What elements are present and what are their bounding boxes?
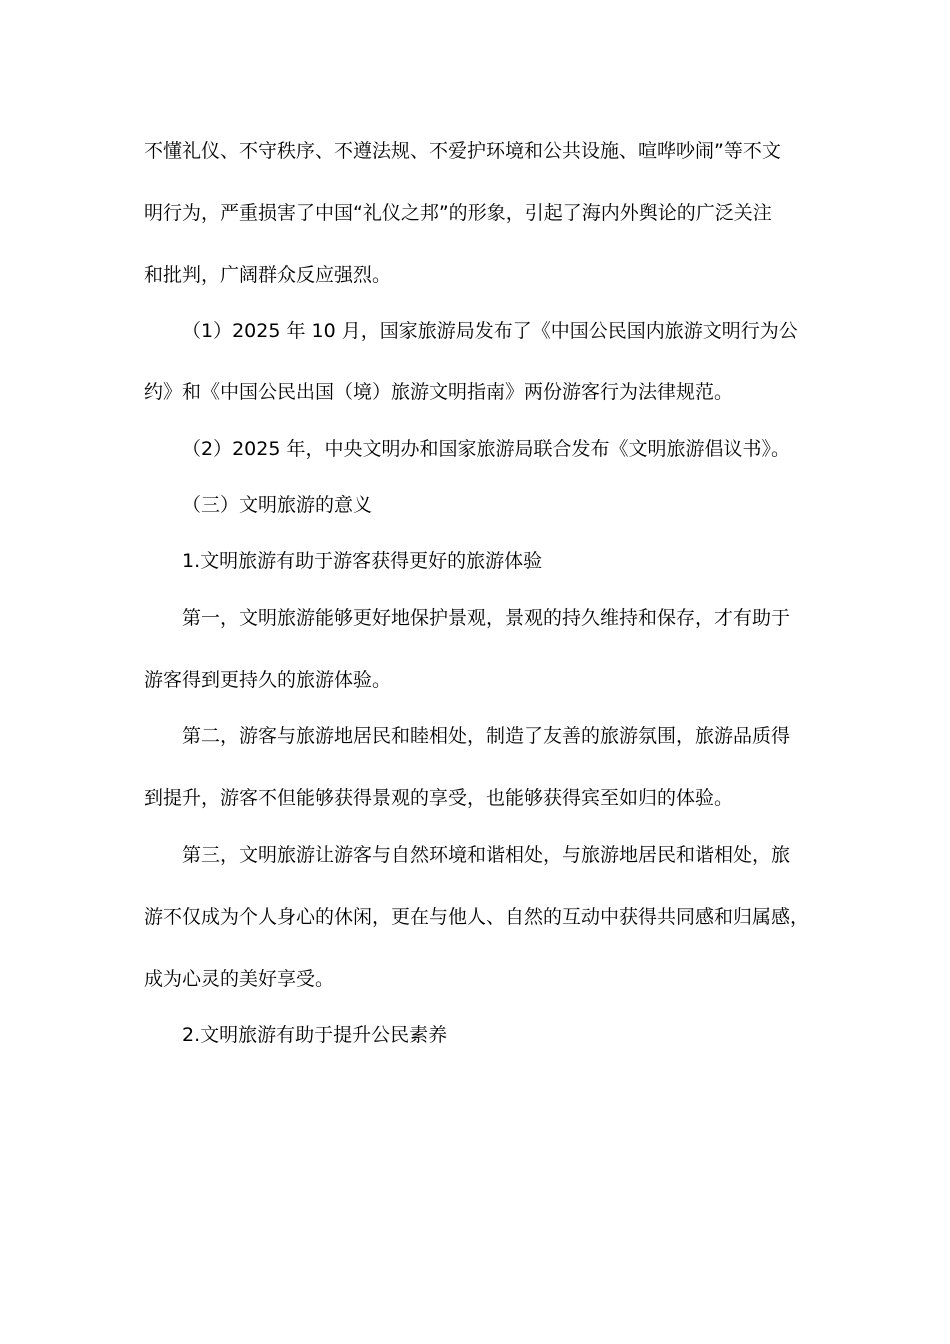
paragraph-line: 成为心灵的美好享受。: [144, 968, 335, 990]
paragraph-line: 不懂礼仪、不守秩序、不遵法规、不爱护环境和公共设施、喧哗吵闹”等不文: [144, 140, 781, 162]
subsection-heading: 1.文明旅游有助于游客获得更好的旅游体验: [182, 550, 543, 572]
paragraph-line: 第三，文明旅游让游客与自然环境和谐相处，与旅游地居民和谐相处，旅: [182, 844, 791, 866]
paragraph-line: 第一，文明旅游能够更好地保护景观，景观的持久维持和保存，才有助于: [182, 607, 791, 629]
paragraph-line: 游不仅成为个人身心的休闲，更在与他人、自然的互动中获得共同感和归属感，: [144, 906, 810, 928]
paragraph-line: 游客得到更持久的旅游体验。: [144, 669, 392, 691]
paragraph-line: （2）2025 年，中央文明办和国家旅游局联合发布《文明旅游倡议书》。: [182, 438, 790, 460]
paragraph-line: （1）2025 年 10 月，国家旅游局发布了《中国公民国内旅游文明行为公: [182, 320, 798, 342]
paragraph-line: 约》和《中国公民出国（境）旅游文明指南》两份游客行为法律规范。: [144, 381, 734, 403]
paragraph-line: 到提升，游客不但能够获得景观的享受，也能够获得宾至如归的体验。: [144, 787, 734, 809]
paragraph-line: 第二，游客与旅游地居民和睦相处，制造了友善的旅游氛围，旅游品质得: [182, 725, 791, 747]
subsection-heading: 2.文明旅游有助于提升公民素养: [182, 1024, 448, 1046]
paragraph-line: 明行为，严重损害了中国“礼仪之邦”的形象，引起了海内外舆论的广泛关注: [144, 202, 772, 224]
paragraph-line: 和批判，广阔群众反应强烈。: [144, 264, 392, 286]
section-heading: （三）文明旅游的意义: [182, 494, 373, 516]
